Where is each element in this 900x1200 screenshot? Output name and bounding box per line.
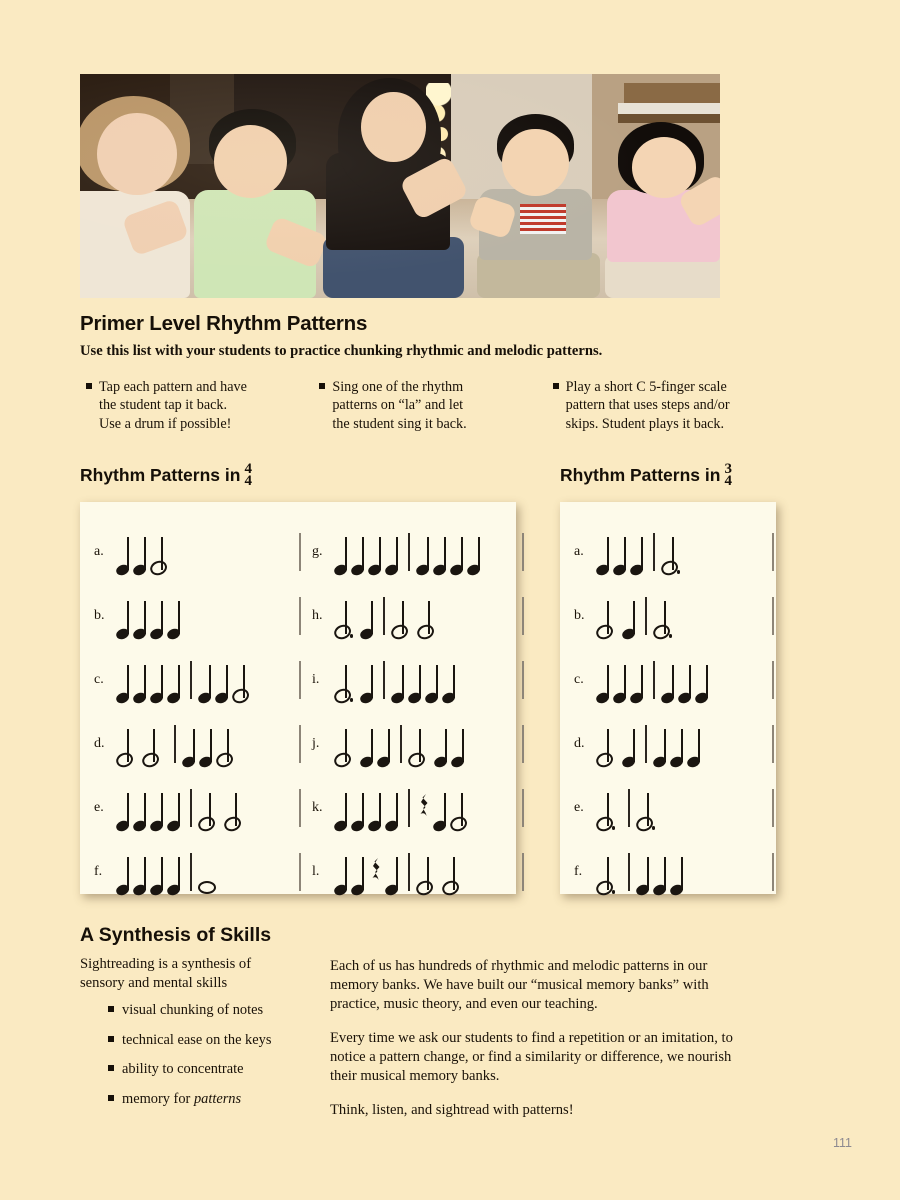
bullet-square-icon [108, 1006, 114, 1012]
measure-group [596, 657, 774, 703]
quarter-note [596, 659, 613, 703]
quarter-note [133, 659, 150, 703]
measure-group [334, 785, 524, 831]
rhythm-pattern-row [574, 584, 774, 648]
half-note [661, 531, 687, 575]
bullet-item [553, 378, 786, 433]
quarter-note [636, 851, 653, 895]
bullet-item [319, 378, 552, 433]
barline [383, 597, 385, 635]
synthesis-right-column [330, 957, 740, 1135]
measure-group [334, 657, 524, 703]
pattern-label: l. [312, 864, 320, 879]
rhythm-pattern-row [94, 520, 301, 584]
half-note [636, 787, 662, 831]
quarter-note [391, 659, 408, 703]
quarter-note [133, 595, 150, 639]
augmentation-dot [350, 634, 353, 637]
measure-group [596, 785, 774, 831]
measure-group [596, 529, 774, 575]
half-note [653, 595, 679, 639]
quarter-note [116, 787, 133, 831]
measure [596, 531, 647, 575]
final-barline [772, 725, 774, 763]
synthesis-intro-line: sensory and mental skills [80, 974, 228, 991]
quarter-note [215, 659, 232, 703]
measure [596, 723, 639, 767]
quarter-note [678, 659, 695, 703]
barline [408, 533, 410, 571]
pattern-label: a. [574, 544, 584, 559]
quarter-note [167, 851, 184, 895]
half-note [596, 723, 622, 767]
half-note [142, 723, 168, 767]
half-note [224, 787, 250, 831]
measure [334, 531, 402, 575]
rhythm-pattern-row [574, 712, 774, 776]
quarter-note [670, 723, 687, 767]
quarter-note [385, 531, 402, 575]
half-note [391, 595, 417, 639]
quarter-note [199, 723, 216, 767]
augmentation-dot [612, 826, 615, 829]
barline [174, 725, 176, 763]
rhythm-pattern-row [94, 840, 301, 904]
measure [334, 659, 377, 703]
rhythm-pattern-row [574, 520, 774, 584]
final-barline [772, 661, 774, 699]
bullet-line: Use a drum if possible! [99, 415, 232, 432]
quarter-note [116, 531, 133, 575]
quarter-note [613, 659, 630, 703]
quarter-note [198, 659, 215, 703]
rhythm-pattern-row [312, 840, 524, 904]
quarter-note [133, 787, 150, 831]
bullet-square-icon [319, 383, 325, 389]
barline [628, 853, 630, 891]
pattern-label: e. [574, 800, 584, 815]
measure [182, 723, 242, 767]
pattern-label: c. [94, 672, 104, 687]
quarter-note [116, 659, 133, 703]
list-item: technical ease on the keys [108, 1031, 310, 1049]
rhythm-pattern-row [312, 648, 524, 712]
time-signature-3-4: 3 4 [724, 461, 732, 489]
quarter-note [653, 723, 670, 767]
final-barline [522, 597, 524, 635]
pattern-label: i. [312, 672, 320, 687]
pattern-label: g. [312, 544, 323, 559]
quarter-rest [416, 787, 433, 831]
barline [653, 661, 655, 699]
list-item: visual chunking of notes [108, 1001, 310, 1019]
section-heading-label: Rhythm Patterns in [80, 465, 241, 486]
final-barline [772, 853, 774, 891]
rhythm-pattern-row [312, 712, 524, 776]
bullet-line: Sing one of the rhythm [332, 379, 464, 395]
quarter-note [167, 787, 184, 831]
quarter-note [613, 531, 630, 575]
measure [391, 659, 459, 703]
list-item-emphasis: patterns [193, 1090, 242, 1107]
quarter-note [434, 723, 451, 767]
measure [116, 531, 176, 575]
measure-group [334, 849, 524, 895]
bullet-line: the student tap it back. [99, 397, 228, 414]
barline [653, 533, 655, 571]
quarter-note [368, 531, 385, 575]
quarter-note [451, 723, 468, 767]
quarter-note [351, 531, 368, 575]
page-number: 111 [833, 1136, 853, 1150]
final-barline [522, 661, 524, 699]
barline [190, 853, 192, 891]
measure-group [334, 529, 524, 575]
final-barline [772, 597, 774, 635]
list-item: ability to concentrate [108, 1060, 310, 1078]
synthesis-list [80, 1001, 310, 1108]
measure [416, 531, 484, 575]
quarter-note [377, 723, 394, 767]
measure [408, 723, 468, 767]
quarter-note [133, 531, 150, 575]
barline [190, 789, 192, 827]
page-title: Primer Level Rhythm Patterns [80, 312, 368, 335]
measure [653, 723, 704, 767]
section-heading-3-4 [560, 461, 732, 489]
final-barline [299, 725, 301, 763]
final-barline [772, 533, 774, 571]
barline [400, 725, 402, 763]
final-barline [299, 789, 301, 827]
measure [198, 851, 224, 895]
quarter-note [433, 787, 450, 831]
quarter-note [150, 595, 167, 639]
quarter-note [150, 659, 167, 703]
barline [408, 789, 410, 827]
quarter-note [182, 723, 199, 767]
pattern-label: f. [574, 864, 583, 879]
classroom-photo [80, 74, 720, 298]
quarter-note [334, 787, 351, 831]
bullet-line: skips. Student plays it back. [565, 415, 725, 432]
quarter-rest [368, 851, 385, 895]
measure-group [334, 593, 524, 639]
quarter-note [334, 531, 351, 575]
quarter-note [467, 531, 484, 575]
bullet-square-icon [86, 383, 92, 389]
quarter-note [622, 595, 639, 639]
quarter-note [385, 787, 402, 831]
quarter-note [334, 851, 351, 895]
rhythm-pattern-row [94, 648, 301, 712]
half-note [596, 787, 622, 831]
final-barline [299, 533, 301, 571]
whole-note [198, 851, 224, 895]
measure [334, 595, 377, 639]
pattern-label: f. [94, 864, 103, 879]
bullet-square-icon [553, 383, 559, 389]
bullet-line: pattern that uses steps and/or [565, 397, 730, 414]
quarter-note [687, 723, 704, 767]
measure [596, 787, 622, 831]
rhythm-pattern-row [94, 776, 301, 840]
pattern-label: d. [94, 736, 105, 751]
final-barline [299, 597, 301, 635]
synthesis-paragraph: Think, listen, and sightread with patterns! [330, 1101, 574, 1118]
quarter-note [360, 595, 377, 639]
half-note [596, 595, 622, 639]
quarter-note [442, 659, 459, 703]
half-note [216, 723, 242, 767]
synthesis-title: A Synthesis of Skills [80, 924, 272, 946]
rhythm-pattern-row [574, 648, 774, 712]
quarter-note [167, 659, 184, 703]
quarter-note [351, 851, 368, 895]
measure-group [116, 593, 301, 639]
quarter-note [150, 787, 167, 831]
pattern-label: b. [574, 608, 585, 623]
measure [198, 787, 250, 831]
half-note [150, 531, 176, 575]
measure [636, 787, 662, 831]
pattern-label: c. [574, 672, 584, 687]
barline [645, 597, 647, 635]
final-barline [522, 853, 524, 891]
bullet-line: the student sing it back. [332, 415, 467, 432]
quarter-note [695, 659, 712, 703]
pattern-label: k. [312, 800, 323, 815]
quarter-note [630, 531, 647, 575]
measure [416, 787, 476, 831]
measure [596, 595, 639, 639]
quarter-note [630, 659, 647, 703]
measure-group [116, 785, 301, 831]
quarter-note [408, 659, 425, 703]
barline [383, 661, 385, 699]
instruction-bullets [86, 378, 786, 433]
pattern-label: e. [94, 800, 104, 815]
half-note [408, 723, 434, 767]
rhythm-pattern-row [312, 584, 524, 648]
measure [198, 659, 258, 703]
measure [661, 659, 712, 703]
half-note [450, 787, 476, 831]
half-note [198, 787, 224, 831]
half-note [596, 851, 622, 895]
quarter-note [116, 595, 133, 639]
rhythm-pattern-row [94, 584, 301, 648]
half-note [334, 723, 360, 767]
barline [190, 661, 192, 699]
measure [116, 787, 184, 831]
bullet-square-icon [108, 1036, 114, 1042]
half-note [334, 595, 360, 639]
half-note [442, 851, 468, 895]
list-item: memory for patterns [108, 1090, 310, 1108]
quarter-note [661, 659, 678, 703]
quarter-note [351, 787, 368, 831]
pattern-label: j. [312, 736, 320, 751]
half-note [416, 851, 442, 895]
half-note [334, 659, 360, 703]
pattern-label: b. [94, 608, 105, 623]
time-signature-4-4: 4 4 [244, 461, 252, 489]
section-heading-label: Rhythm Patterns in [560, 465, 721, 486]
barline [628, 789, 630, 827]
quarter-note [150, 851, 167, 895]
measure [116, 851, 184, 895]
augmentation-dot [652, 826, 655, 829]
final-barline [299, 661, 301, 699]
measure [334, 851, 402, 895]
quarter-note [596, 531, 613, 575]
measure [653, 595, 679, 639]
bullet-line: patterns on “la” and let [332, 397, 464, 414]
measure [596, 659, 647, 703]
quarter-note [425, 659, 442, 703]
pattern-label: d. [574, 736, 585, 751]
rhythm-pattern-row [574, 776, 774, 840]
quarter-note [450, 531, 467, 575]
barline [645, 725, 647, 763]
synthesis-left-column [80, 955, 310, 1119]
measure [596, 851, 622, 895]
synthesis-paragraph: Every time we ask our students to find a repetition or an imitation, to notice a pattern change, or find a similarity or difference, we nourish their musical memory banks. [330, 1029, 733, 1084]
rhythm-box-4-4 [80, 502, 516, 894]
measure-group [116, 721, 301, 767]
rhythm-pattern-row [94, 712, 301, 776]
half-note [116, 723, 142, 767]
half-note [417, 595, 443, 639]
rhythm-pattern-row [312, 776, 524, 840]
quarter-note [133, 851, 150, 895]
measure [334, 787, 402, 831]
measure [116, 595, 184, 639]
pattern-label: a. [94, 544, 104, 559]
augmentation-dot [677, 570, 680, 573]
measure [416, 851, 468, 895]
quarter-note [385, 851, 402, 895]
bullet-square-icon [108, 1095, 114, 1101]
measure [116, 659, 184, 703]
quarter-note [670, 851, 687, 895]
synthesis-intro-line: Sightreading is a synthesis of [80, 956, 252, 972]
quarter-note [368, 787, 385, 831]
quarter-note [653, 851, 670, 895]
quarter-note [416, 531, 433, 575]
quarter-note [360, 659, 377, 703]
rhythm-pattern-row [312, 520, 524, 584]
measure [661, 531, 687, 575]
measure-group [116, 529, 301, 575]
measure [636, 851, 687, 895]
quarter-note [622, 723, 639, 767]
pattern-label: h. [312, 608, 323, 623]
bullet-square-icon [108, 1065, 114, 1071]
augmentation-dot [612, 890, 615, 893]
synthesis-paragraph: Each of us has hundreds of rhythmic and melodic patterns in our memory banks. We have built our “musical memory banks” with practice, music theory, and even our teaching. [330, 958, 709, 1012]
augmentation-dot [350, 698, 353, 701]
bullet-line: Tap each pattern and have [99, 379, 247, 395]
bullet-item [86, 378, 319, 433]
measure-group [334, 721, 524, 767]
quarter-note [360, 723, 377, 767]
measure [391, 595, 443, 639]
bullet-line: Play a short C 5-finger scale [565, 379, 727, 395]
quarter-note [116, 851, 133, 895]
measure-group [116, 657, 301, 703]
rhythm-box-3-4 [560, 502, 776, 894]
final-barline [522, 789, 524, 827]
half-note [232, 659, 258, 703]
quarter-note [167, 595, 184, 639]
section-heading-4-4 [80, 461, 252, 489]
final-barline [522, 533, 524, 571]
measure-group [116, 849, 301, 895]
measure-group [596, 849, 774, 895]
rhythm-pattern-row [574, 840, 774, 904]
barline [408, 853, 410, 891]
measure-group [596, 721, 774, 767]
lead-instruction: Use this list with your students to practice chunking rhythmic and melodic patterns. [80, 343, 603, 359]
augmentation-dot [669, 634, 672, 637]
final-barline [522, 725, 524, 763]
final-barline [772, 789, 774, 827]
measure [334, 723, 394, 767]
quarter-note [433, 531, 450, 575]
measure [116, 723, 168, 767]
final-barline [299, 853, 301, 891]
measure-group [596, 593, 774, 639]
